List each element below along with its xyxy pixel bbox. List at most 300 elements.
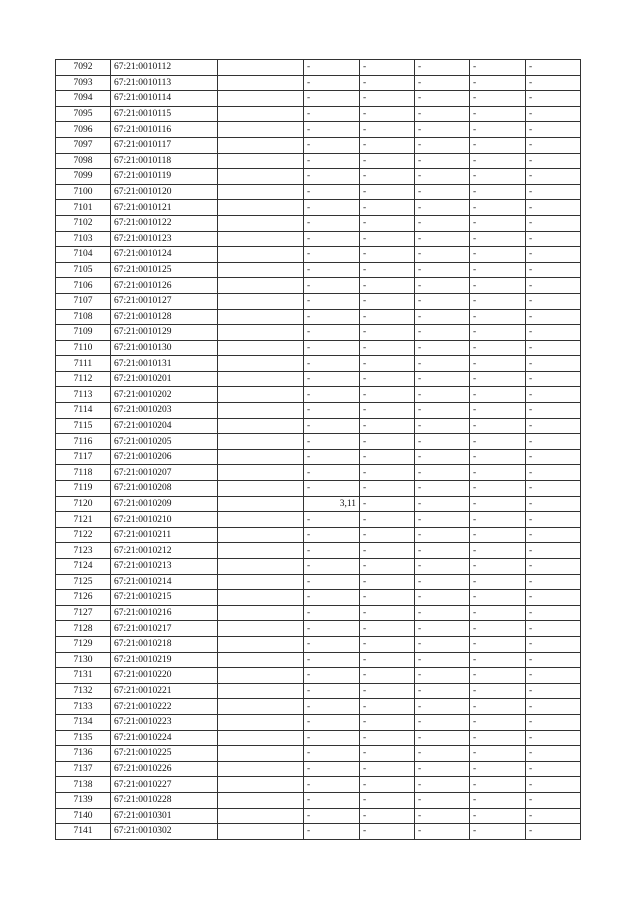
cadastral-code-cell: 67:21:0010225 <box>111 746 218 762</box>
row-number-cell: 7106 <box>56 278 111 294</box>
value-cell-3: - <box>415 559 470 575</box>
value-cell-1: - <box>304 169 360 185</box>
table-row <box>56 184 581 200</box>
table-row <box>56 605 581 621</box>
value-cell-3: - <box>415 683 470 699</box>
value-cell-5: - <box>526 200 581 216</box>
value-cell-3: - <box>415 496 470 512</box>
row-number-cell: 7130 <box>56 652 111 668</box>
value-cell-5: - <box>526 621 581 637</box>
table-row <box>56 496 581 512</box>
value-cell-1: - <box>304 761 360 777</box>
cadastral-code-cell: 67:21:0010124 <box>111 247 218 263</box>
row-number-cell: 7138 <box>56 777 111 793</box>
value-cell-1: - <box>304 293 360 309</box>
cadastral-code-cell: 67:21:0010204 <box>111 418 218 434</box>
value-cell-2: - <box>360 231 415 247</box>
value-cell-2: - <box>360 636 415 652</box>
value-cell-2: - <box>360 153 415 169</box>
row-number-cell: 7123 <box>56 543 111 559</box>
value-cell-2: - <box>360 808 415 824</box>
row-number-cell: 7137 <box>56 761 111 777</box>
value-cell-2: - <box>360 714 415 730</box>
value-cell-2: - <box>360 543 415 559</box>
row-number-cell: 7109 <box>56 325 111 341</box>
table-row <box>56 808 581 824</box>
value-cell-4: - <box>470 403 526 419</box>
description-cell <box>218 106 304 122</box>
value-cell-2: - <box>360 325 415 341</box>
value-cell-4: - <box>470 356 526 372</box>
cadastral-code-cell: 67:21:0010213 <box>111 559 218 575</box>
value-cell-1: - <box>304 262 360 278</box>
value-cell-4: - <box>470 449 526 465</box>
value-cell-2: - <box>360 792 415 808</box>
value-cell-1: - <box>304 621 360 637</box>
description-cell <box>218 200 304 216</box>
cadastral-code-cell: 67:21:0010202 <box>111 387 218 403</box>
cadastral-code-cell: 67:21:0010221 <box>111 683 218 699</box>
cadastral-code-cell: 67:21:0010123 <box>111 231 218 247</box>
value-cell-5: - <box>526 169 581 185</box>
row-number-cell: 7111 <box>56 356 111 372</box>
value-cell-4: - <box>470 169 526 185</box>
table-row <box>56 106 581 122</box>
value-cell-2: - <box>360 184 415 200</box>
value-cell-2: - <box>360 356 415 372</box>
value-cell-5: - <box>526 481 581 497</box>
value-cell-4: - <box>470 746 526 762</box>
table-row <box>56 527 581 543</box>
table-row <box>56 75 581 91</box>
table-row <box>56 200 581 216</box>
value-cell-1: - <box>304 403 360 419</box>
row-number-cell: 7126 <box>56 590 111 606</box>
value-cell-4: - <box>470 387 526 403</box>
value-cell-4: - <box>470 621 526 637</box>
value-cell-1: - <box>304 808 360 824</box>
table-row <box>56 777 581 793</box>
row-number-cell: 7120 <box>56 496 111 512</box>
value-cell-5: - <box>526 683 581 699</box>
value-cell-4: - <box>470 714 526 730</box>
value-cell-3: - <box>415 652 470 668</box>
value-cell-5: - <box>526 730 581 746</box>
cadastral-code-cell: 67:21:0010129 <box>111 325 218 341</box>
value-cell-1: - <box>304 527 360 543</box>
value-cell-5: - <box>526 231 581 247</box>
value-cell-3: - <box>415 75 470 91</box>
description-cell <box>218 746 304 762</box>
row-number-cell: 7105 <box>56 262 111 278</box>
row-number-cell: 7127 <box>56 605 111 621</box>
cadastral-code-cell: 67:21:0010223 <box>111 714 218 730</box>
description-cell <box>218 574 304 590</box>
table-row <box>56 403 581 419</box>
value-cell-5: - <box>526 215 581 231</box>
cadastral-code-cell: 67:21:0010217 <box>111 621 218 637</box>
value-cell-2: - <box>360 465 415 481</box>
value-cell-5: - <box>526 714 581 730</box>
cadastral-code-cell: 67:21:0010211 <box>111 527 218 543</box>
table-row <box>56 278 581 294</box>
value-cell-2: - <box>360 60 415 76</box>
value-cell-5: - <box>526 309 581 325</box>
value-cell-3: - <box>415 449 470 465</box>
description-cell <box>218 777 304 793</box>
row-number-cell: 7102 <box>56 215 111 231</box>
row-number-cell: 7092 <box>56 60 111 76</box>
value-cell-3: - <box>415 746 470 762</box>
value-cell-4: - <box>470 496 526 512</box>
cadastral-code-cell: 67:21:0010116 <box>111 122 218 138</box>
row-number-cell: 7103 <box>56 231 111 247</box>
description-cell <box>218 559 304 575</box>
description-cell <box>218 75 304 91</box>
value-cell-1: - <box>304 714 360 730</box>
value-cell-4: - <box>470 543 526 559</box>
cadastral-code-cell: 67:21:0010121 <box>111 200 218 216</box>
row-number-cell: 7097 <box>56 137 111 153</box>
row-number-cell: 7136 <box>56 746 111 762</box>
cadastral-code-cell: 67:21:0010125 <box>111 262 218 278</box>
value-cell-4: - <box>470 636 526 652</box>
value-cell-3: - <box>415 434 470 450</box>
description-cell <box>218 714 304 730</box>
description-cell <box>218 122 304 138</box>
row-number-cell: 7116 <box>56 434 111 450</box>
cadastral-table <box>55 59 581 840</box>
table-row <box>56 590 581 606</box>
value-cell-1: - <box>304 215 360 231</box>
description-cell <box>218 215 304 231</box>
table-row <box>56 761 581 777</box>
cadastral-code-cell: 67:21:0010301 <box>111 808 218 824</box>
value-cell-4: - <box>470 824 526 840</box>
value-cell-1: - <box>304 652 360 668</box>
value-cell-5: - <box>526 824 581 840</box>
value-cell-2: - <box>360 590 415 606</box>
value-cell-1: - <box>304 699 360 715</box>
value-cell-1: - <box>304 543 360 559</box>
value-cell-3: - <box>415 808 470 824</box>
cadastral-code-cell: 67:21:0010126 <box>111 278 218 294</box>
table-row <box>56 714 581 730</box>
value-cell-3: - <box>415 527 470 543</box>
value-cell-1: - <box>304 824 360 840</box>
value-cell-5: - <box>526 418 581 434</box>
table-row <box>56 325 581 341</box>
value-cell-4: - <box>470 605 526 621</box>
description-cell <box>218 247 304 263</box>
value-cell-3: - <box>415 777 470 793</box>
value-cell-4: - <box>470 527 526 543</box>
cadastral-code-cell: 67:21:0010226 <box>111 761 218 777</box>
table-row <box>56 434 581 450</box>
value-cell-2: - <box>360 621 415 637</box>
table-row <box>56 512 581 528</box>
value-cell-4: - <box>470 481 526 497</box>
table-row <box>56 309 581 325</box>
value-cell-5: - <box>526 605 581 621</box>
value-cell-2: - <box>360 387 415 403</box>
table-row <box>56 137 581 153</box>
table-row <box>56 60 581 76</box>
table-row <box>56 652 581 668</box>
value-cell-5: - <box>526 356 581 372</box>
value-cell-1: - <box>304 356 360 372</box>
row-number-cell: 7140 <box>56 808 111 824</box>
description-cell <box>218 169 304 185</box>
value-cell-5: - <box>526 293 581 309</box>
value-cell-4: - <box>470 418 526 434</box>
value-cell-3: - <box>415 371 470 387</box>
value-cell-2: - <box>360 215 415 231</box>
value-cell-2: - <box>360 91 415 107</box>
value-cell-1: - <box>304 434 360 450</box>
value-cell-3: - <box>415 356 470 372</box>
description-cell <box>218 730 304 746</box>
table-row <box>56 387 581 403</box>
value-cell-2: - <box>360 512 415 528</box>
value-cell-5: - <box>526 668 581 684</box>
value-cell-2: - <box>360 137 415 153</box>
table-row <box>56 699 581 715</box>
value-cell-1: - <box>304 730 360 746</box>
value-cell-2: - <box>360 75 415 91</box>
row-number-cell: 7118 <box>56 465 111 481</box>
row-number-cell: 7117 <box>56 449 111 465</box>
description-cell <box>218 231 304 247</box>
row-number-cell: 7134 <box>56 714 111 730</box>
value-cell-1: - <box>304 325 360 341</box>
cadastral-code-cell: 67:21:0010203 <box>111 403 218 419</box>
row-number-cell: 7122 <box>56 527 111 543</box>
description-cell <box>218 496 304 512</box>
value-cell-5: - <box>526 465 581 481</box>
value-cell-1: - <box>304 184 360 200</box>
value-cell-5: - <box>526 636 581 652</box>
value-cell-1: - <box>304 106 360 122</box>
table-row <box>56 730 581 746</box>
value-cell-4: - <box>470 247 526 263</box>
value-cell-2: - <box>360 777 415 793</box>
value-cell-2: - <box>360 247 415 263</box>
value-cell-1: - <box>304 590 360 606</box>
description-cell <box>218 465 304 481</box>
description-cell <box>218 449 304 465</box>
value-cell-1: - <box>304 91 360 107</box>
value-cell-1: - <box>304 512 360 528</box>
value-cell-3: - <box>415 215 470 231</box>
cadastral-code-cell: 67:21:0010216 <box>111 605 218 621</box>
value-cell-3: - <box>415 122 470 138</box>
description-cell <box>218 278 304 294</box>
cadastral-code-cell: 67:21:0010222 <box>111 699 218 715</box>
value-cell-3: - <box>415 668 470 684</box>
cadastral-code-cell: 67:21:0010206 <box>111 449 218 465</box>
value-cell-3: - <box>415 792 470 808</box>
description-cell <box>218 340 304 356</box>
value-cell-5: - <box>526 153 581 169</box>
value-cell-2: - <box>360 340 415 356</box>
row-number-cell: 7101 <box>56 200 111 216</box>
row-number-cell: 7131 <box>56 668 111 684</box>
cadastral-code-cell: 67:21:0010128 <box>111 309 218 325</box>
value-cell-3: - <box>415 200 470 216</box>
value-cell-3: - <box>415 403 470 419</box>
value-cell-5: - <box>526 60 581 76</box>
cadastral-code-cell: 67:21:0010127 <box>111 293 218 309</box>
cadastral-code-cell: 67:21:0010117 <box>111 137 218 153</box>
cadastral-code-cell: 67:21:0010214 <box>111 574 218 590</box>
value-cell-3: - <box>415 106 470 122</box>
table-row <box>56 356 581 372</box>
description-cell <box>218 824 304 840</box>
description-cell <box>218 699 304 715</box>
value-cell-2: - <box>360 278 415 294</box>
description-cell <box>218 153 304 169</box>
cadastral-code-cell: 67:21:0010112 <box>111 60 218 76</box>
value-cell-2: - <box>360 403 415 419</box>
description-cell <box>218 403 304 419</box>
value-cell-2: - <box>360 371 415 387</box>
value-cell-2: - <box>360 169 415 185</box>
table-row <box>56 449 581 465</box>
value-cell-3: - <box>415 137 470 153</box>
table-row <box>56 481 581 497</box>
value-cell-4: - <box>470 340 526 356</box>
description-cell <box>218 761 304 777</box>
value-cell-4: - <box>470 262 526 278</box>
table-row <box>56 668 581 684</box>
description-cell <box>218 543 304 559</box>
row-number-cell: 7135 <box>56 730 111 746</box>
table-row <box>56 122 581 138</box>
value-cell-3: - <box>415 605 470 621</box>
table-row <box>56 371 581 387</box>
value-cell-1: - <box>304 668 360 684</box>
value-cell-1: - <box>304 153 360 169</box>
value-cell-2: - <box>360 309 415 325</box>
cadastral-code-cell: 67:21:0010130 <box>111 340 218 356</box>
cadastral-code-cell: 67:21:0010115 <box>111 106 218 122</box>
value-cell-2: - <box>360 481 415 497</box>
table-row <box>56 636 581 652</box>
table-row <box>56 231 581 247</box>
value-cell-5: - <box>526 434 581 450</box>
row-number-cell: 7098 <box>56 153 111 169</box>
description-cell <box>218 792 304 808</box>
row-number-cell: 7108 <box>56 309 111 325</box>
value-cell-2: - <box>360 668 415 684</box>
value-cell-3: - <box>415 465 470 481</box>
description-cell <box>218 387 304 403</box>
row-number-cell: 7099 <box>56 169 111 185</box>
cadastral-code-cell: 67:21:0010302 <box>111 824 218 840</box>
value-cell-2: - <box>360 605 415 621</box>
value-cell-3: - <box>415 699 470 715</box>
table-row <box>56 465 581 481</box>
value-cell-4: - <box>470 808 526 824</box>
value-cell-4: - <box>470 106 526 122</box>
value-cell-4: - <box>470 683 526 699</box>
description-cell <box>218 262 304 278</box>
row-number-cell: 7121 <box>56 512 111 528</box>
value-cell-2: - <box>360 699 415 715</box>
value-cell-5: - <box>526 403 581 419</box>
row-number-cell: 7093 <box>56 75 111 91</box>
value-cell-2: - <box>360 418 415 434</box>
value-cell-4: - <box>470 668 526 684</box>
cadastral-code-cell: 67:21:0010220 <box>111 668 218 684</box>
value-cell-2: - <box>360 746 415 762</box>
value-cell-1: - <box>304 465 360 481</box>
value-cell-4: - <box>470 122 526 138</box>
cadastral-code-cell: 67:21:0010228 <box>111 792 218 808</box>
table-row <box>56 293 581 309</box>
row-number-cell: 7094 <box>56 91 111 107</box>
description-cell <box>218 325 304 341</box>
value-cell-3: - <box>415 340 470 356</box>
value-cell-5: - <box>526 792 581 808</box>
description-cell <box>218 418 304 434</box>
value-cell-4: - <box>470 309 526 325</box>
table-row <box>56 792 581 808</box>
cadastral-code-cell: 67:21:0010224 <box>111 730 218 746</box>
value-cell-3: - <box>415 621 470 637</box>
value-cell-3: - <box>415 574 470 590</box>
cadastral-code-cell: 67:21:0010210 <box>111 512 218 528</box>
value-cell-3: - <box>415 730 470 746</box>
value-cell-4: - <box>470 137 526 153</box>
row-number-cell: 7119 <box>56 481 111 497</box>
value-cell-2: - <box>360 262 415 278</box>
value-cell-4: - <box>470 200 526 216</box>
value-cell-2: - <box>360 496 415 512</box>
value-cell-5: - <box>526 512 581 528</box>
cadastral-code-cell: 67:21:0010205 <box>111 434 218 450</box>
value-cell-4: - <box>470 278 526 294</box>
row-number-cell: 7141 <box>56 824 111 840</box>
value-cell-5: - <box>526 371 581 387</box>
value-cell-5: - <box>526 761 581 777</box>
description-cell <box>218 184 304 200</box>
description-cell <box>218 808 304 824</box>
value-cell-4: - <box>470 184 526 200</box>
value-cell-5: - <box>526 184 581 200</box>
row-number-cell: 7100 <box>56 184 111 200</box>
description-cell <box>218 636 304 652</box>
value-cell-5: - <box>526 106 581 122</box>
value-cell-1: - <box>304 481 360 497</box>
row-number-cell: 7113 <box>56 387 111 403</box>
value-cell-1: - <box>304 777 360 793</box>
value-cell-1: - <box>304 559 360 575</box>
value-cell-5: - <box>526 340 581 356</box>
value-cell-1: 3,11 <box>304 496 360 512</box>
value-cell-5: - <box>526 387 581 403</box>
table-row <box>56 574 581 590</box>
value-cell-2: - <box>360 449 415 465</box>
value-cell-4: - <box>470 559 526 575</box>
value-cell-1: - <box>304 122 360 138</box>
description-cell <box>218 527 304 543</box>
value-cell-1: - <box>304 605 360 621</box>
value-cell-5: - <box>526 91 581 107</box>
value-cell-2: - <box>360 761 415 777</box>
value-cell-5: - <box>526 325 581 341</box>
